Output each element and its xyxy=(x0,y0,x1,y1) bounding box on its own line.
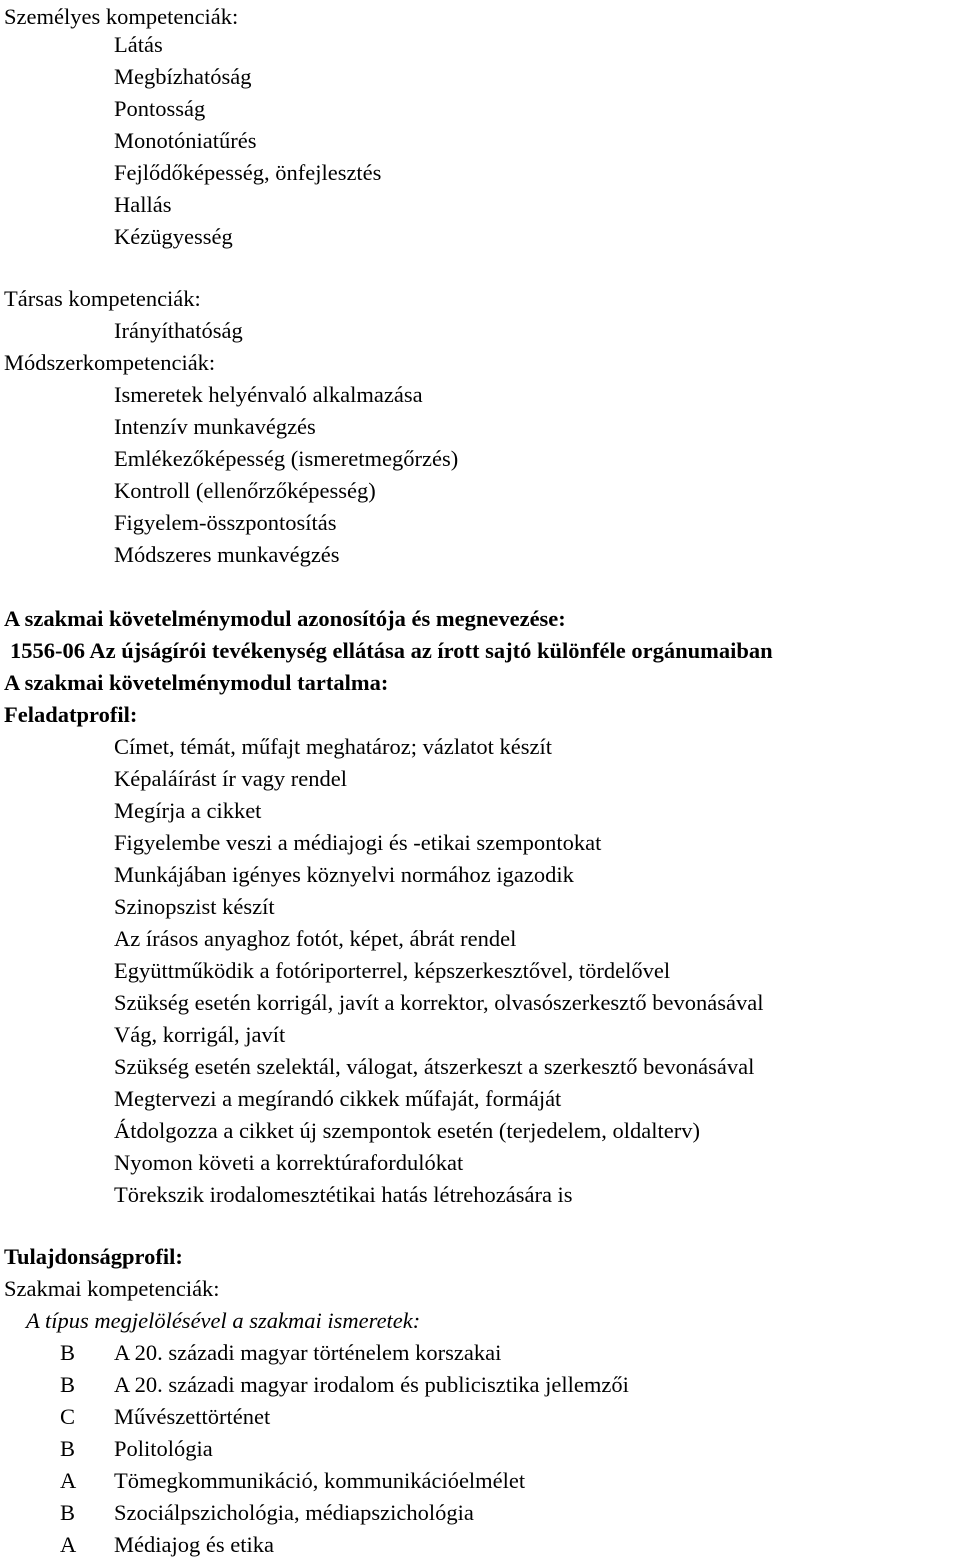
professional-competencies-heading: Szakmai kompetenciák: xyxy=(4,1276,220,1301)
list-item: Megbízhatóság xyxy=(114,64,252,89)
list-item: Intenzív munkavégzés xyxy=(114,414,316,439)
list-item: Szükség esetén korrigál, javít a korrektor, olvasószerkesztő bevonásával xyxy=(114,990,764,1015)
list-item: Szinopszist készít xyxy=(114,894,275,919)
list-item: Vág, korrigál, javít xyxy=(114,1022,286,1047)
list-item: Szükség esetén szelektál, válogat, átszerkeszt a szerkesztő bevonásával xyxy=(114,1054,755,1079)
list-item: Hallás xyxy=(114,192,172,217)
list-item: Módszeres munkavégzés xyxy=(114,542,340,567)
list-item: Címet, témát, műfajt meghatároz; vázlatot készít xyxy=(114,734,552,759)
personal-competencies-heading: Személyes kompetenciák: xyxy=(4,4,239,29)
list-item: Figyelem-összpontosítás xyxy=(114,510,337,535)
knowledge-grade: B xyxy=(60,1500,76,1525)
knowledge-subject: Szociálpszichológia, médiapszichológia xyxy=(114,1500,474,1525)
social-competencies-heading: Társas kompetenciák: xyxy=(4,286,201,311)
list-item: Megírja a cikket xyxy=(114,798,262,823)
knowledge-grade: A xyxy=(60,1468,77,1493)
task-profile-heading: Feladatprofil: xyxy=(4,702,138,727)
property-profile-heading: Tulajdonságprofil: xyxy=(4,1244,183,1269)
knowledge-row xyxy=(0,1502,960,1526)
list-item: Együttműködik a fotóriporterrel, képszerkesztővel, tördelővel xyxy=(114,958,671,983)
knowledge-subject: Tömegkommunikáció, kommunikációelmélet xyxy=(114,1468,526,1493)
knowledge-grade: B xyxy=(60,1340,76,1365)
list-item: Átdolgozza a cikket új szempontok esetén (terjedelem, oldalterv) xyxy=(114,1118,701,1143)
list-item: Figyelembe veszi a médiajogi és -etikai szempontokat xyxy=(114,830,602,855)
knowledge-subject: Művészettörténet xyxy=(114,1404,271,1429)
list-item: Kontroll (ellenőrzőképesség) xyxy=(114,478,376,503)
knowledge-grade: A xyxy=(60,1532,77,1557)
list-item: Ismeretek helyénvaló alkalmazása xyxy=(114,382,423,407)
list-item: Munkájában igényes köznyelvi normához igazodik xyxy=(114,862,574,887)
knowledge-row xyxy=(0,1470,960,1494)
knowledge-grade: B xyxy=(60,1372,76,1397)
knowledge-subject: A 20. századi magyar irodalom és publicisztika jellemzői xyxy=(114,1372,629,1397)
knowledge-row xyxy=(0,1342,960,1366)
list-item: Pontosság xyxy=(114,96,206,121)
list-item: Fejlődőképesség, önfejlesztés xyxy=(114,160,382,185)
list-item: Emlékezőképesség (ismeretmegőrzés) xyxy=(114,446,459,471)
knowledge-grade: C xyxy=(60,1404,76,1429)
module-id-heading: A szakmai követelménymodul azonosítója és megnevezése: xyxy=(4,606,566,631)
knowledge-subject: Politológia xyxy=(114,1436,213,1461)
knowledge-heading: A típus megjelölésével a szakmai ismeretek: xyxy=(26,1308,421,1333)
list-item: Monotóniatűrés xyxy=(114,128,257,153)
method-competencies-heading: Módszerkompetenciák: xyxy=(4,350,216,375)
list-item: Látás xyxy=(114,32,163,57)
module-id-value: 1556-06 Az újságírói tevékenység ellátása az írott sajtó különféle orgánumaiban xyxy=(10,638,773,663)
list-item: Az írásos anyaghoz fotót, képet, ábrát rendel xyxy=(114,926,517,951)
knowledge-subject: Médiajog és etika xyxy=(114,1532,274,1557)
list-item: Irányíthatóság xyxy=(114,318,243,343)
list-item: Megtervezi a megírandó cikkek műfaját, formáját xyxy=(114,1086,562,1111)
knowledge-subject: A 20. századi magyar történelem korszakai xyxy=(114,1340,502,1365)
knowledge-row xyxy=(0,1374,960,1398)
list-item: Nyomon követi a korrektúrafordulókat xyxy=(114,1150,464,1175)
list-item: Kézügyesség xyxy=(114,224,233,249)
module-content-heading: A szakmai követelménymodul tartalma: xyxy=(4,670,389,695)
knowledge-row xyxy=(0,1438,960,1462)
knowledge-row xyxy=(0,1534,960,1558)
list-item: Törekszik irodalomesztétikai hatás létrehozására is xyxy=(114,1182,573,1207)
knowledge-grade: B xyxy=(60,1436,76,1461)
list-item: Képaláírást ír vagy rendel xyxy=(114,766,348,791)
knowledge-row xyxy=(0,1406,960,1430)
